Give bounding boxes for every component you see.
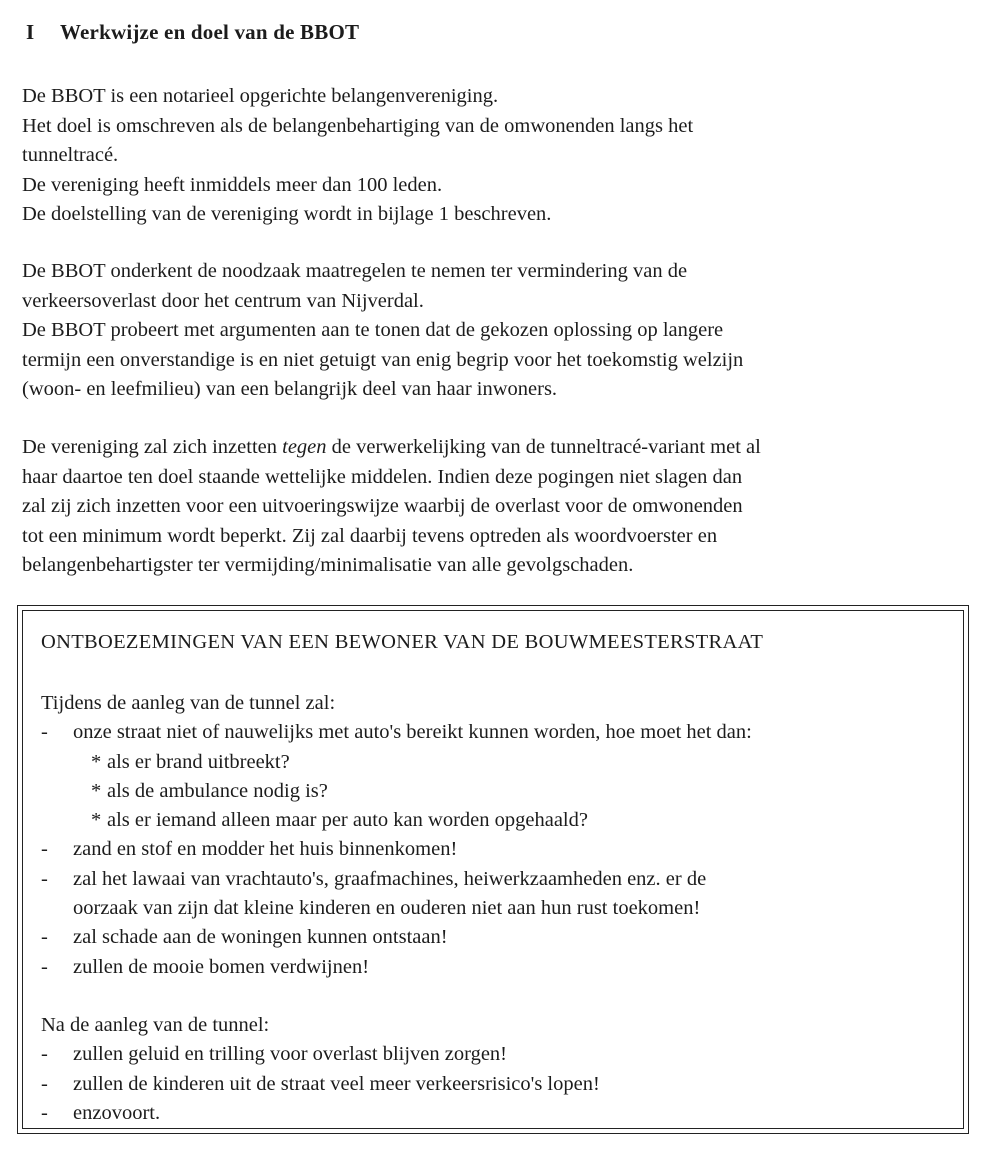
text-run: De vereniging zal zich inzetten (22, 436, 283, 458)
list-item-text: enzovoort. (73, 1101, 161, 1124)
during-intro: Tijdens de aanleg van de tunnel zal: (41, 692, 336, 714)
emphasized-word: tegen (282, 436, 327, 458)
list-item (41, 1070, 961, 1099)
dash-bullet: - (41, 721, 48, 744)
paragraph-line (22, 433, 972, 463)
section-number: I (26, 20, 35, 44)
star-bullet: * (91, 809, 102, 832)
sub-item-text: als er brand uitbreekt? (107, 750, 290, 773)
paragraph-1 (22, 82, 972, 230)
dash-bullet: - (41, 867, 48, 890)
star-bullet: * (91, 779, 102, 802)
sub-item-text: als de ambulance nodig is? (107, 779, 328, 802)
paragraph-line: belangenbehartigster ter vermijding/minimalisatie van alle gevolgschaden. (22, 554, 634, 576)
list-item-text: onze straat niet of nauwelijks met auto's bereikt kunnen worden, hoe moet het dan: (73, 721, 752, 744)
dash-bullet: - (41, 838, 48, 861)
list-item (41, 835, 961, 864)
section-heading (26, 20, 359, 45)
paragraph-line: De BBOT onderkent de noodzaak maatregelen te nemen ter vermindering van de (22, 260, 688, 282)
paragraph-line: De doelstelling van de vereniging wordt in bijlage 1 beschreven. (22, 203, 552, 225)
dash-bullet: - (41, 1043, 48, 1066)
dash-bullet: - (41, 955, 48, 978)
paragraph-line: tunneltracé. (22, 144, 119, 166)
list-item (41, 1099, 961, 1128)
list-item (41, 953, 961, 982)
paragraph-3 (22, 433, 972, 581)
sub-item-text: als er iemand alleen maar per auto kan worden opgehaald? (107, 809, 588, 832)
paragraph-line: Het doel is omschreven als de belangenbehartiging van de omwonenden langs het (22, 114, 694, 137)
spacer (41, 982, 961, 1011)
dash-bullet: - (41, 926, 48, 949)
list-item (41, 865, 961, 894)
box-inner-border (22, 610, 964, 1129)
paragraph-line: termijn een onverstandige is en niet getuigt van enig begrip voor het toekomstig welzijn (22, 348, 744, 371)
paragraph-line: zal zij zich inzetten voor een uitvoeringswijze waarbij de overlast voor de omwonenden (22, 495, 743, 517)
paragraph-2 (22, 257, 972, 405)
list-item-continuation: oorzaak van zijn dat kleine kinderen en ouderen niet aan hun rust toekomen! (73, 897, 701, 920)
list-item (41, 718, 961, 747)
after-intro: Na de aanleg van de tunnel: (41, 1013, 270, 1036)
sub-item (41, 806, 961, 835)
paragraph-line: De BBOT is een notarieel opgerichte belangenvereniging. (22, 85, 499, 107)
list-item-text: zullen de mooie bomen verdwijnen! (73, 955, 370, 978)
sub-item (41, 748, 961, 777)
resident-remarks-box (17, 605, 969, 1134)
section-title: Werkwijze en doel van de BBOT (60, 20, 360, 44)
paragraph-line: tot een minimum wordt beperkt. Zij zal daarbij tevens optreden als woordvoerster en (22, 524, 718, 547)
list-item-text: zand en stof en modder het huis binnenkomen! (73, 838, 458, 861)
list-item-text: zullen de kinderen uit de straat veel meer verkeersrisico's lopen! (73, 1072, 600, 1095)
paragraph-line: De BBOT probeert met argumenten aan te tonen dat de gekozen oplossing op langere (22, 319, 724, 341)
box-body (41, 689, 961, 1128)
paragraph-line: haar daartoe ten doel staande wettelijke middelen. Indien deze pogingen niet slagen dan (22, 465, 743, 488)
dash-bullet: - (41, 1101, 48, 1124)
list-item-text: zal schade aan de woningen kunnen ontstaan! (73, 926, 448, 949)
text-run: de verwerkelijking van de tunneltracé-variant met al (326, 436, 761, 458)
paragraph-line: (woon- en leefmilieu) van een belangrijk deel van haar inwoners. (22, 378, 558, 400)
list-item (41, 923, 961, 952)
box-title: ONTBOEZEMINGEN VAN EEN BEWONER VAN DE BOUWMEESTERSTRAAT (41, 631, 764, 653)
list-item-text: zal het lawaai van vrachtauto's, graafmachines, heiwerkzaamheden enz. er de (73, 867, 707, 890)
list-item-text: zullen geluid en trilling voor overlast blijven zorgen! (73, 1043, 507, 1066)
paragraph-line: De vereniging heeft inmiddels meer dan 100 leden. (22, 173, 443, 196)
star-bullet: * (91, 750, 102, 773)
list-item (41, 1040, 961, 1069)
dash-bullet: - (41, 1072, 48, 1095)
paragraph-line: verkeersoverlast door het centrum van Nijverdal. (22, 289, 424, 312)
sub-item (41, 777, 961, 806)
